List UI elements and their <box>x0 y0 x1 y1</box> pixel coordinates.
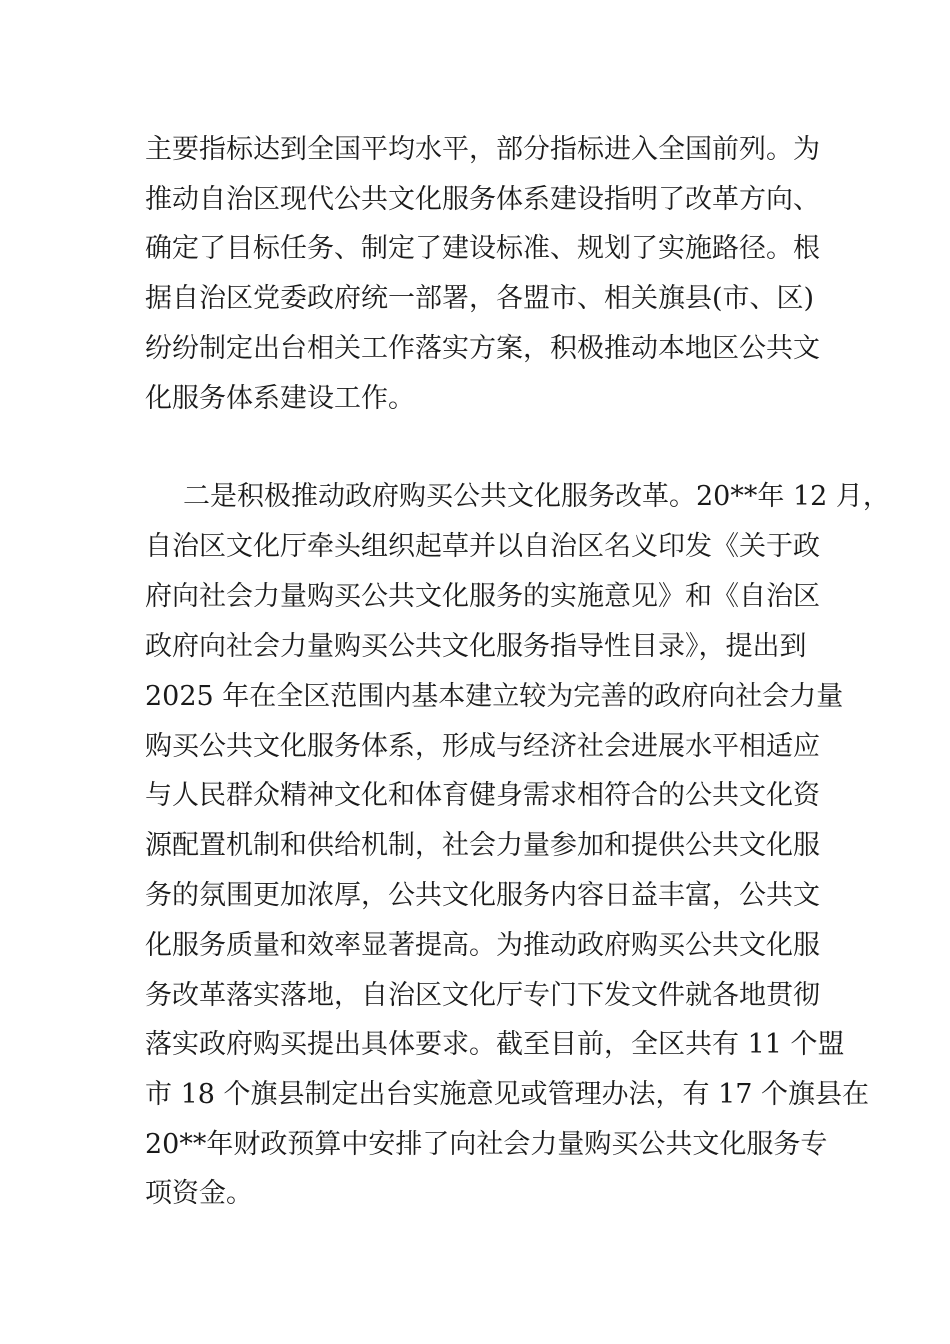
paragraph-2-line-8: 源配置机制和供给机制，社会力量参加和提供公共文化服 <box>145 830 820 861</box>
paragraph-2-line-7: 与人民群众精神文化和体育健身需求相符合的公共文化资 <box>145 780 820 811</box>
paragraph-1-line-3: 确定了目标任务、制定了建设标准、规划了实施路径。根 <box>145 233 820 264</box>
paragraph-2-line-12: 落实政府购买提出具体要求。截至目前，全区共有 11 个盟 <box>145 1029 845 1060</box>
paragraph-2-line-11: 务改革落实落地，自治区文化厅专门下发文件就各地贯彻 <box>145 980 820 1011</box>
paragraph-1-line-5: 纷纷制定出台相关工作落实方案，积极推动本地区公共文 <box>145 333 820 364</box>
paragraph-2-line-9: 务的氛围更加浓厚，公共文化服务内容日益丰富，公共文 <box>145 880 820 911</box>
paragraph-1-line-1: 主要指标达到全国平均水平，部分指标进入全国前列。为 <box>145 134 820 165</box>
paragraph-2-line-14: 20**年财政预算中安排了向社会力量购买公共文化服务专 <box>145 1129 828 1160</box>
paragraph-2-line-5: 2025 年在全区范围内基本建立较为完善的政府向社会力量 <box>145 681 844 712</box>
paragraph-1-line-4: 据自治区党委政府统一部署，各盟市、相关旗县(市、区) <box>145 283 815 314</box>
paragraph-2-line-10: 化服务质量和效率显著提高。为推动政府购买公共文化服 <box>145 930 820 961</box>
paragraph-2-line-15: 项资金。 <box>145 1178 253 1209</box>
paragraph-2-line-1: 二是积极推动政府购买公共文化服务改革。20**年 12 月， <box>183 481 890 512</box>
paragraph-2-line-4: 政府向社会力量购买公共文化服务指导性目录》，提出到 <box>145 631 807 662</box>
paragraph-2-line-3: 府向社会力量购买公共文化服务的实施意见》和《自治区 <box>145 581 820 612</box>
paragraph-1-line-2: 推动自治区现代公共文化服务体系建设指明了改革方向、 <box>145 184 820 215</box>
paragraph-1-line-6: 化服务体系建设工作。 <box>145 383 415 414</box>
paragraph-2-line-2: 自治区文化厅牵头组织起草并以自治区名义印发《关于政 <box>145 531 820 562</box>
paragraph-2-line-6: 购买公共文化服务体系，形成与经济社会进展水平相适应 <box>145 731 820 762</box>
paragraph-2-line-13: 市 18 个旗县制定出台实施意见或管理办法，有 17 个旗县在 <box>145 1079 870 1110</box>
